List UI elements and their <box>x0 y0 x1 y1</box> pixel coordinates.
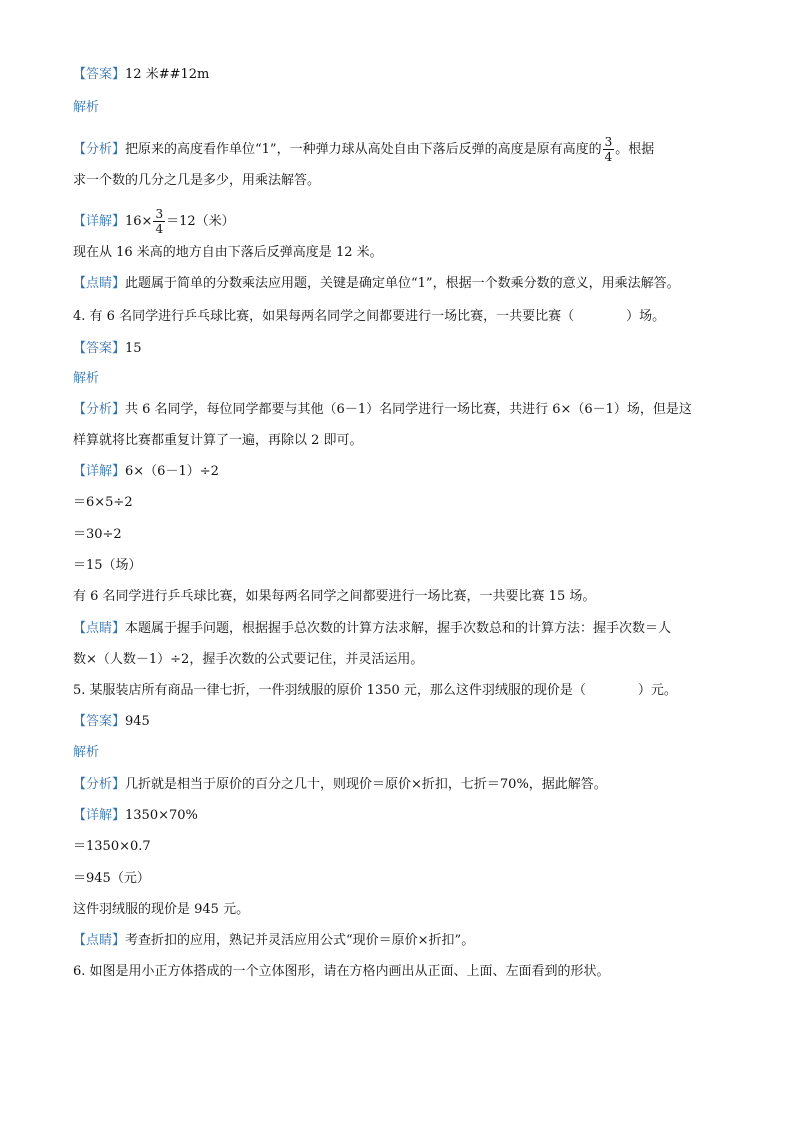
text-line-l10 <box>73 370 99 388</box>
text-line-l17 <box>73 588 595 606</box>
section-tag: 解析 <box>73 371 100 386</box>
section-tag: 【详解】 <box>73 214 126 229</box>
section-tag: 【详解】 <box>73 808 126 823</box>
line-text: 此题属于简单的分数乘法应用题，关键是确定单位“1”，根据一个数乘分数的意义，用乘法解答。 <box>125 276 680 291</box>
line-text: ＝30÷2 <box>73 527 122 542</box>
text-line-l12 <box>73 432 363 450</box>
line-text: 6. 如图是用小正方体搭成的一个立体图形，请在方格内画出从正面、上面、左面看到的形状。 <box>73 964 610 979</box>
text-line-l26 <box>73 870 150 888</box>
line-text: ＝1350×0.7 <box>73 839 151 854</box>
fraction <box>153 207 165 236</box>
line-text: 把原来的高度看作单位“1”，一种弹力球从高处自由下落后反弹的高度是原有高度的 <box>125 142 602 157</box>
section-tag: 【答案】 <box>73 714 126 729</box>
line-text: 这件羽绒服的现价是 945 元。 <box>73 902 250 917</box>
fraction-numerator: 3 <box>604 135 613 149</box>
text-line-l24 <box>73 807 198 825</box>
text-line-l29 <box>73 963 610 981</box>
text-line-l22 <box>73 744 99 762</box>
section-tag: 【详解】 <box>73 464 126 479</box>
text-line-l2 <box>73 99 99 117</box>
fraction-denominator: 4 <box>604 150 613 164</box>
section-tag: 【分析】 <box>73 777 126 792</box>
text-line-l23 <box>73 776 607 794</box>
section-tag: 【分析】 <box>73 142 126 157</box>
text-line-l15 <box>73 526 122 544</box>
line-text-after: ＝12（米） <box>166 214 235 229</box>
text-line-l28 <box>73 932 474 950</box>
line-text: 6×（6－1）÷2 <box>125 464 219 479</box>
text-line-l4 <box>73 172 320 190</box>
text-line-l6 <box>73 244 383 262</box>
line-text: ＝945（元） <box>73 871 150 886</box>
text-line-l5 <box>73 207 235 236</box>
section-tag: 【答案】 <box>73 341 126 356</box>
text-line-l9 <box>73 340 142 358</box>
line-text: 1350×70% <box>125 808 198 823</box>
line-text: 12 米##12m <box>125 67 210 82</box>
line-text: 有 6 名同学进行乒乓球比赛，如果每两名同学之间都要进行一场比赛，一共要比赛 15 场。 <box>73 589 596 604</box>
text-line-l25 <box>73 838 151 856</box>
text-line-l16 <box>73 557 142 575</box>
section-tag: 解析 <box>73 100 100 115</box>
line-text: 数×（人数－1）÷2，握手次数的公式要记住，并灵活运用。 <box>73 652 424 667</box>
line-text: 15 <box>125 341 142 356</box>
text-line-l20 <box>73 682 677 700</box>
section-tag: 【点睛】 <box>73 276 126 291</box>
line-text: 本题属于握手问题，根据握手总次数的计算方法求解，握手次数总和的计算方法：握手次数＝人 <box>125 621 672 636</box>
section-tag: 【分析】 <box>73 402 126 417</box>
text-line-l3 <box>73 135 654 164</box>
line-text: 求一个数的几分之几是多少，用乘法解答。 <box>73 173 321 188</box>
line-text: 5. 某服装店所有商品一律七折，一件羽绒服的原价 1350 元，那么这件羽绒服的现价是（ ）元。 <box>73 683 677 698</box>
line-text: 样算就将比赛都重复计算了一遍，再除以 2 即可。 <box>73 433 363 448</box>
section-tag: 【点睛】 <box>73 621 126 636</box>
line-text: 4. 有 6 名同学进行乒乓球比赛，如果每两名同学之间都要进行一场比赛，一共要比赛（ ）场。 <box>73 309 666 324</box>
line-text: 共 6 名同学，每位同学都要与其他（6－1）名同学进行一场比赛，共进行 6×（6－1）场，但是这 <box>125 402 692 417</box>
line-text-after: 。根据 <box>615 142 655 157</box>
fraction <box>603 135 615 164</box>
section-tag: 【答案】 <box>73 67 126 82</box>
text-line-l7 <box>73 275 680 293</box>
text-line-l27 <box>73 901 249 919</box>
line-text: ＝6×5÷2 <box>73 495 133 510</box>
text-line-l13 <box>73 463 219 481</box>
fraction-numerator: 3 <box>155 207 164 221</box>
text-line-l19 <box>73 651 423 669</box>
line-text: 几折就是相当于原价的百分之几十，则现价＝原价×折扣，七折＝70%，据此解答。 <box>125 777 607 792</box>
text-line-l18 <box>73 620 671 638</box>
text-line-l11 <box>73 401 692 419</box>
line-text: 16× <box>125 214 153 229</box>
fraction-denominator: 4 <box>155 222 164 236</box>
text-line-l8 <box>73 308 665 326</box>
section-tag: 【点睛】 <box>73 933 126 948</box>
line-text: ＝15（场） <box>73 558 142 573</box>
section-tag: 解析 <box>73 745 100 760</box>
text-line-l1 <box>73 66 209 84</box>
line-text: 现在从 16 米高的地方自由下落后反弹高度是 12 米。 <box>73 245 383 260</box>
line-text: 945 <box>125 714 150 729</box>
text-line-l21 <box>73 713 150 731</box>
line-text: 考查折扣的应用，熟记并灵活应用公式“现价＝原价×折扣”。 <box>125 933 475 948</box>
text-line-l14 <box>73 494 133 512</box>
